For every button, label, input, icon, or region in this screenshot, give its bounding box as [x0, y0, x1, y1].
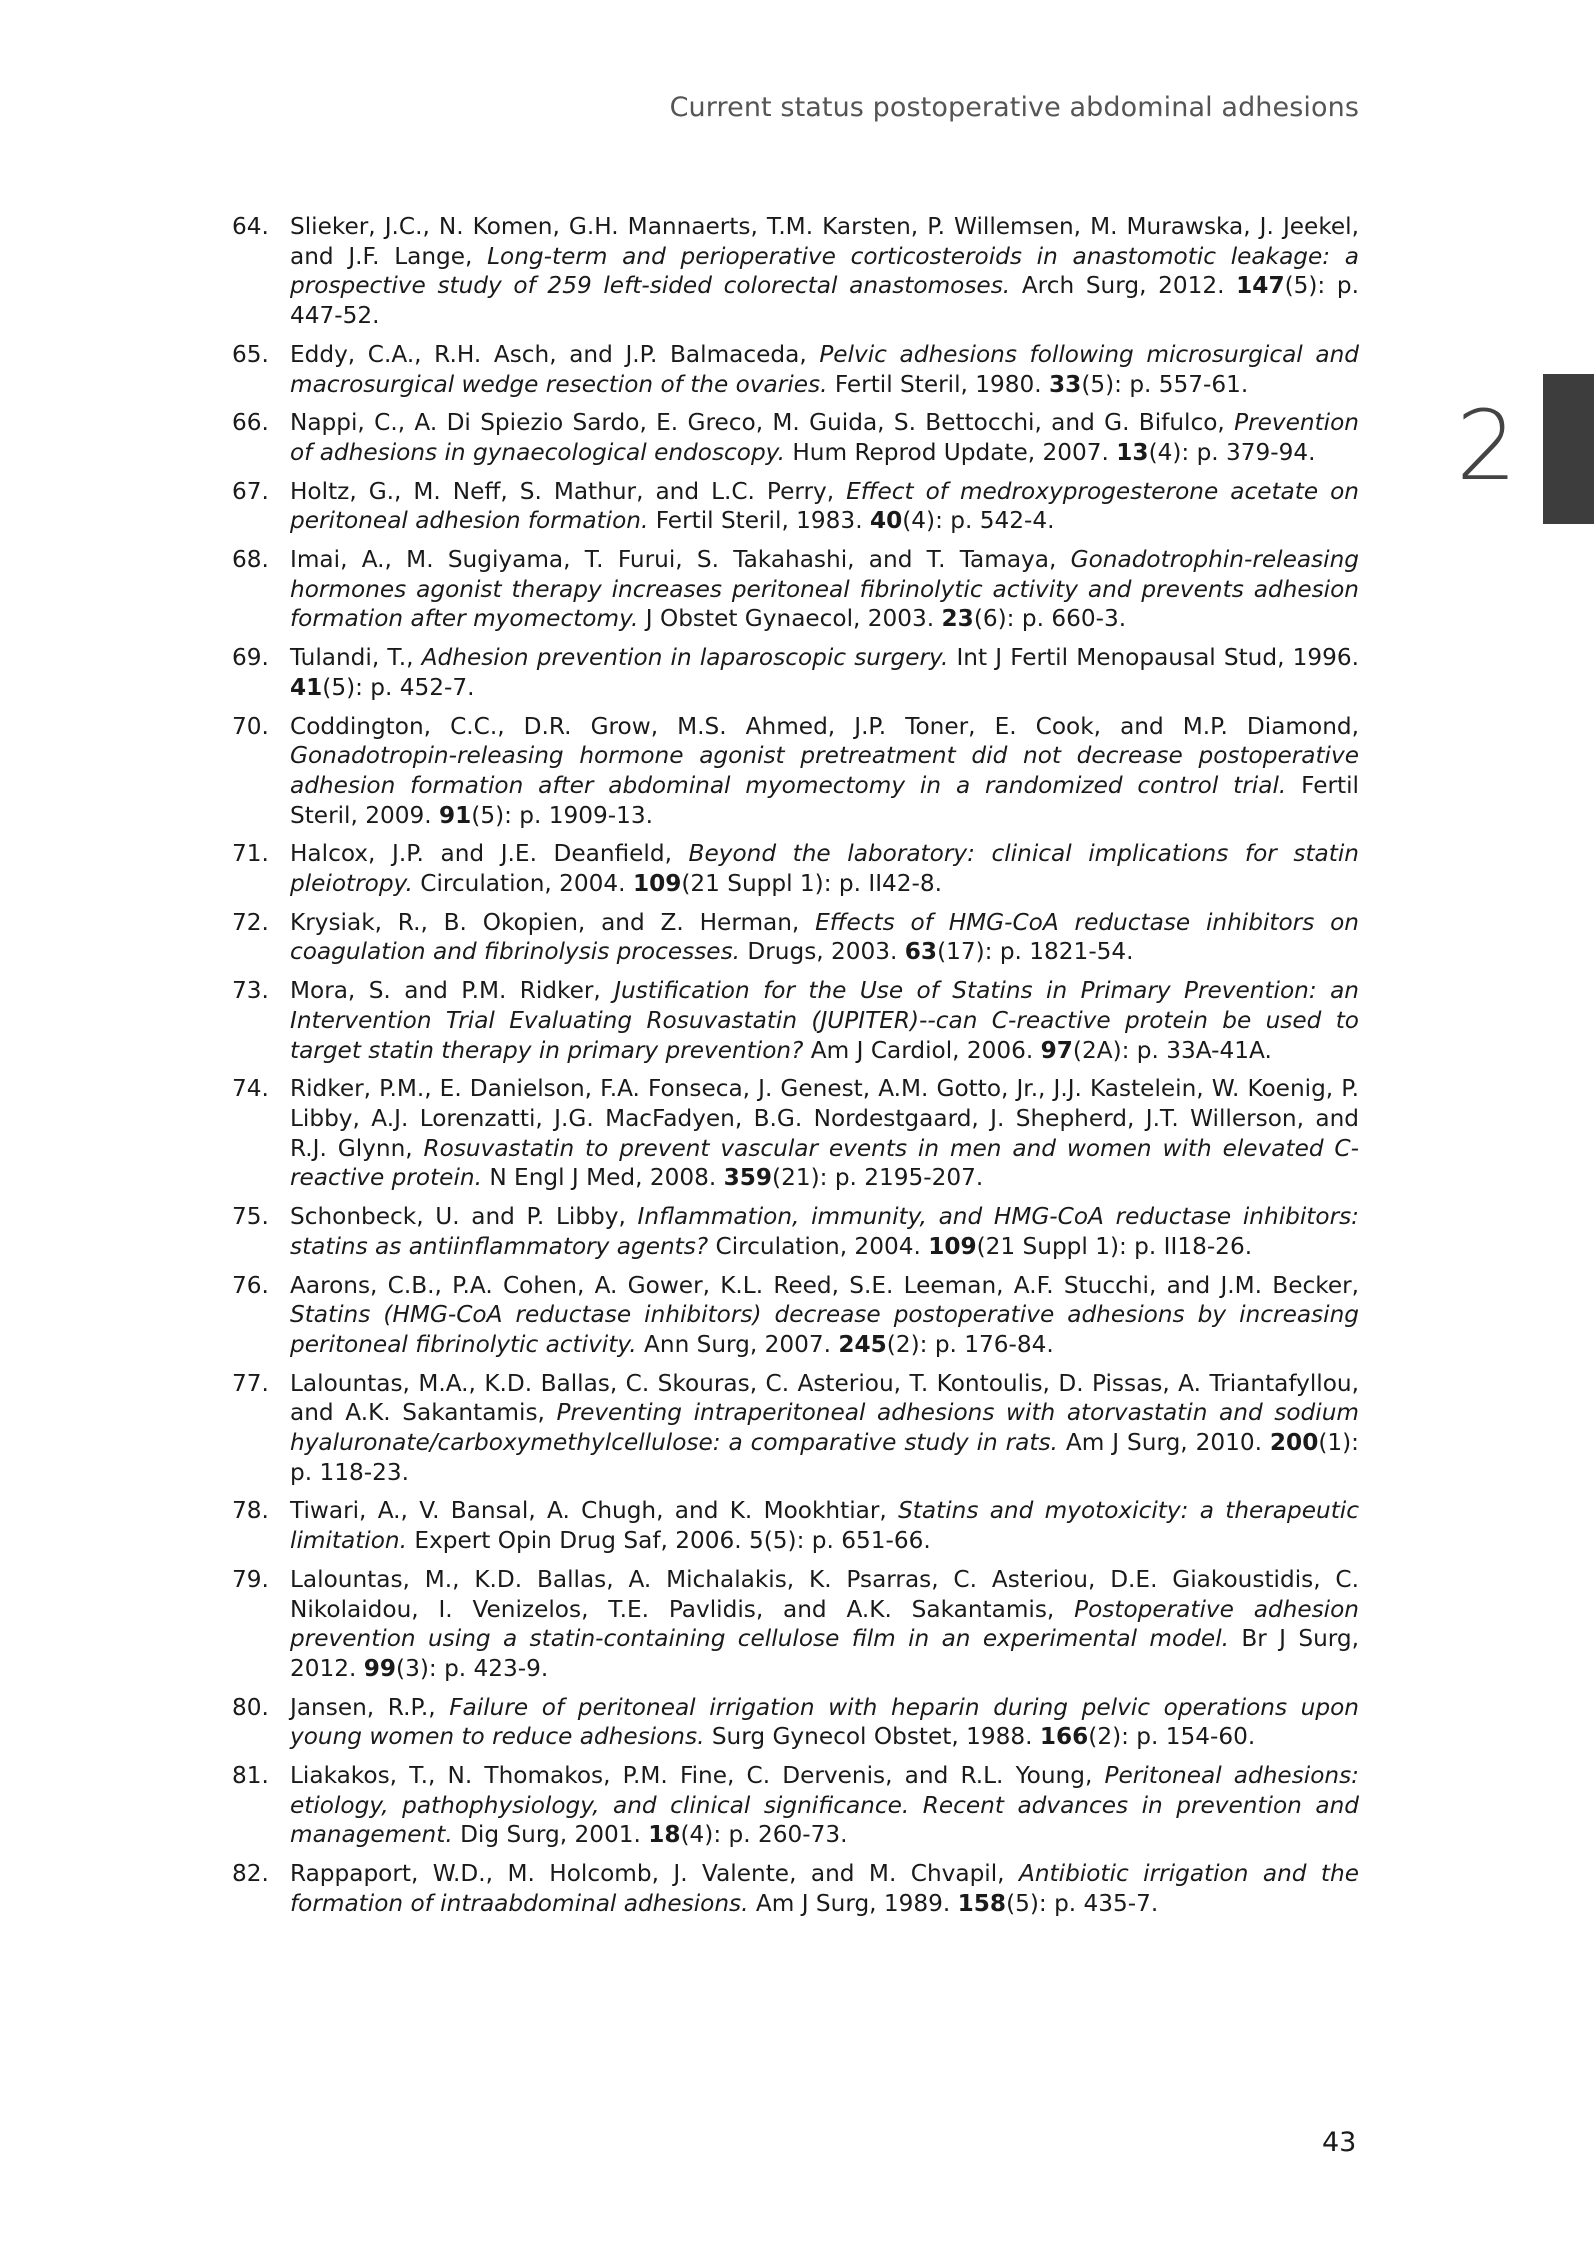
reference-pages: (5): p. 557-61. — [1081, 370, 1249, 398]
reference-pages: (3): p. 423-9. — [396, 1654, 549, 1682]
reference-source: Am J Surg, 2010. — [1057, 1429, 1270, 1457]
reference-authors: Lalountas, M.A., K.D. Ballas, C. Skouras, C. Asteriou, T. Kontoulis, D. Pissas, A. Triantafyllou, and A.K. Sakantamis, — [290, 1369, 1359, 1427]
reference-source: Circulation, 2004. — [412, 870, 633, 898]
reference-item — [232, 477, 1359, 536]
reference-number: 76. — [232, 1271, 269, 1299]
reference-volume: 18 — [648, 1821, 681, 1849]
reference-volume: 97 — [1040, 1036, 1073, 1064]
reference-text — [290, 1271, 1359, 1360]
reference-source: Br J Surg, 2012. — [290, 1625, 1359, 1682]
reference-number: 82. — [232, 1860, 269, 1888]
reference-pages: (4): p. 379-94. — [1148, 438, 1316, 466]
reference-text — [290, 545, 1359, 634]
reference-pages: (1): p. 118-23. — [290, 1429, 1359, 1486]
reference-pages: (2A): p. 33A-41A. — [1072, 1036, 1272, 1064]
reference-text — [290, 1369, 1359, 1488]
reference-item — [232, 1271, 1359, 1360]
reference-volume: 33 — [1049, 370, 1082, 398]
reference-title: Statins (HMG-CoA reductase inhibitors) decrease postoperative adhesions by increasing peritoneal fibrinolytic activity. — [290, 1301, 1359, 1358]
reference-source: J Obstet Gynaecol, 2003. — [638, 605, 942, 633]
reference-pages: (2): p. 154-60. — [1088, 1723, 1256, 1751]
reference-item — [232, 212, 1359, 331]
reference-title: Long-term and perioperative corticosteroids in anastomotic leakage: a prospective study of 259 left-sided colorectal anastomoses. — [290, 242, 1359, 300]
reference-volume: 147 — [1236, 272, 1285, 300]
reference-number: 72. — [232, 908, 269, 936]
reference-source: Fertil Steril, 1983. — [648, 507, 870, 535]
reference-source: Circulation, 2004. — [708, 1232, 929, 1260]
reference-authors: Mora, S. and P.M. Ridker, — [290, 977, 615, 1005]
reference-text — [290, 1202, 1359, 1261]
reference-item — [232, 1761, 1359, 1850]
reference-text — [290, 477, 1359, 536]
reference-item — [232, 1202, 1359, 1261]
reference-source: Surg Gynecol Obstet, 1988. — [704, 1723, 1040, 1751]
reference-pages: (5): p. 1909-13. — [471, 801, 654, 829]
reference-text — [290, 1565, 1359, 1684]
reference-title: Prevention of adhesions in gynaecological endoscopy. — [290, 409, 1359, 466]
reference-number: 66. — [232, 409, 269, 437]
reference-item — [232, 1693, 1359, 1752]
reference-title: Pelvic adhesions following microsurgical and macrosurgical wedge resection of the ovaries. — [290, 340, 1359, 398]
reference-list — [232, 212, 1359, 1928]
reference-source: Am J Surg, 1989. — [748, 1889, 958, 1917]
reference-text — [290, 839, 1359, 898]
reference-item — [232, 712, 1359, 831]
reference-pages: (2): p. 176-84. — [886, 1330, 1054, 1358]
reference-volume: 23 — [941, 605, 974, 633]
reference-authors: Tiwari, A., V. Bansal, A. Chugh, and K. Mookhtiar, — [290, 1497, 899, 1525]
reference-authors: Imai, A., M. Sugiyama, T. Furui, S. Takahashi, and T. Tamaya, — [290, 546, 1071, 574]
reference-pages: (6): p. 660-3. — [973, 605, 1127, 633]
reference-text — [290, 212, 1359, 331]
reference-title: Gonadotrophin-releasing hormones agonist therapy increases peritoneal fibrinolytic activity and prevents adhesion formation after myomectomy. — [290, 546, 1359, 633]
reference-number: 68. — [232, 546, 269, 574]
chapter-tab — [1543, 374, 1594, 524]
reference-authors: Jansen, R.P., — [290, 1693, 450, 1721]
reference-text — [290, 408, 1359, 467]
reference-source: Dig Surg, 2001. — [452, 1821, 649, 1849]
reference-text — [290, 1761, 1359, 1850]
reference-number: 77. — [232, 1369, 269, 1397]
reference-source: Fertil Steril, 1980. — [827, 370, 1050, 398]
reference-number: 80. — [232, 1693, 269, 1721]
reference-authors: Tulandi, T., — [290, 644, 422, 672]
reference-title: Adhesion prevention in laparoscopic surgery. — [421, 644, 949, 672]
reference-pages: (5): p. 435-7. — [1006, 1889, 1159, 1917]
reference-source: Drugs, 2003. — [740, 938, 905, 966]
reference-volume: 41 — [290, 673, 323, 701]
reference-text — [290, 908, 1359, 967]
reference-pages: (17): p. 1821-54. — [937, 938, 1134, 966]
reference-text — [290, 643, 1359, 702]
reference-authors: Rappaport, W.D., M. Holcomb, J. Valente, and M. Chvapil, — [290, 1860, 1019, 1888]
reference-title: Gonadotropin-releasing hormone agonist pretreatment did not decrease postoperative adhesion formation after abdominal myomectomy in a randomized control trial. — [290, 742, 1359, 799]
reference-authors: Coddington, C.C., D.R. Grow, M.S. Ahmed, J.P. Toner, E. Cook, and M.P. Diamond, — [290, 712, 1359, 740]
reference-item — [232, 1565, 1359, 1684]
reference-title: Beyond the laboratory: clinical implications for statin pleiotropy. — [290, 840, 1359, 898]
reference-source: Ann Surg, 2007. — [636, 1330, 839, 1358]
reference-number: 79. — [232, 1565, 269, 1593]
reference-item — [232, 908, 1359, 967]
reference-source: Arch Surg, 2012. — [1010, 272, 1237, 300]
reference-number: 64. — [232, 213, 269, 240]
reference-pages: (4): p. 260-73. — [680, 1821, 848, 1849]
reference-title: Failure of peritoneal irrigation with heparin during pelvic operations upon young women to reduce adhesions. — [290, 1693, 1359, 1751]
reference-source: N Engl J Med, 2008. — [481, 1164, 724, 1192]
reference-number: 73. — [232, 977, 269, 1005]
reference-volume: 200 — [1269, 1429, 1319, 1457]
reference-title: Effects of HMG-CoA reductase inhibitors on coagulation and fibrinolysis processes. — [290, 908, 1359, 966]
reference-volume: 13 — [1116, 438, 1149, 466]
reference-pages: 5(5): p. 651-66. — [748, 1527, 931, 1555]
reference-number: 67. — [232, 477, 269, 505]
reference-item — [232, 839, 1359, 898]
reference-title: Effect of medroxyprogesterone acetate on peritoneal adhesion formation. — [290, 477, 1359, 535]
running-header: Current status postoperative abdominal adhesions — [669, 92, 1359, 123]
reference-number: 71. — [232, 840, 269, 868]
reference-text — [290, 1859, 1359, 1918]
reference-text — [290, 1074, 1359, 1193]
reference-title: Justification for the Use of Statins in Primary Prevention: an Intervention Trial Evaluating Rosuvastatin (JUPITER)--can C-reactive protein be used to target statin therapy in primary prevention? — [290, 977, 1359, 1064]
reference-text — [290, 1496, 1359, 1555]
reference-number: 74. — [232, 1075, 269, 1103]
reference-authors: Schonbeck, U. and P. Libby, — [290, 1203, 638, 1231]
reference-volume: 109 — [928, 1232, 977, 1260]
reference-title: Statins and myotoxicity: a therapeutic limitation. — [290, 1497, 1359, 1555]
page-number: 43 — [1322, 2127, 1357, 2158]
reference-title: Preventing intraperitoneal adhesions with atorvastatin and sodium hyaluronate/carboxymethylcellulose: a comparative study in rats. — [290, 1399, 1359, 1457]
reference-title: Peritoneal adhesions: etiology, pathophysiology, and clinical significance. Recent advances in prevention and management. — [290, 1762, 1359, 1849]
reference-volume: 166 — [1039, 1723, 1089, 1751]
reference-pages: (5): p. 447-52. — [290, 272, 1359, 330]
reference-volume: 91 — [439, 801, 472, 829]
reference-pages: (21 Suppl 1): p. II18-26. — [976, 1232, 1253, 1260]
reference-item — [232, 976, 1359, 1065]
reference-authors: Holtz, G., M. Neff, S. Mathur, and L.C. Perry, — [290, 477, 847, 505]
reference-item — [232, 643, 1359, 702]
reference-item — [232, 1496, 1359, 1555]
reference-item — [232, 408, 1359, 467]
reference-authors: Eddy, C.A., R.H. Asch, and J.P. Balmaceda, — [290, 340, 820, 368]
reference-source: Hum Reprod Update, 2007. — [784, 438, 1117, 466]
reference-title: Antibiotic irrigation and the formation of intraabdominal adhesions. — [290, 1860, 1359, 1917]
reference-title: Inflammation, immunity, and HMG-CoA reductase inhibitors: statins as antiinflammatory agents? — [290, 1203, 1359, 1260]
reference-title: Postoperative adhesion prevention using a statin-containing cellulose film in an experimental model. — [290, 1595, 1359, 1653]
reference-volume: 245 — [838, 1330, 887, 1358]
reference-authors: Slieker, J.C., N. Komen, G.H. Mannaerts, T.M. Karsten, P. Willemsen, M. Murawska, J. Jeekel, and J.F. Lange, — [290, 213, 1359, 270]
reference-volume: 63 — [904, 938, 938, 966]
reference-authors: Halcox, J.P. and J.E. Deanfield, — [290, 840, 689, 868]
reference-source: Int J Fertil Menopausal Stud, 1996. — [948, 644, 1359, 672]
reference-authors: Krysiak, R., B. Okopien, and Z. Herman, — [290, 908, 816, 936]
reference-text — [290, 976, 1359, 1065]
reference-number: 65. — [232, 340, 269, 368]
reference-volume: 359 — [723, 1164, 773, 1192]
reference-pages: (21): p. 2195-207. — [772, 1164, 984, 1192]
reference-text — [290, 340, 1359, 399]
reference-pages: (21 Suppl 1): p. II42-8. — [681, 870, 943, 898]
reference-item — [232, 545, 1359, 634]
reference-source: Am J Cardiol, 2006. — [803, 1036, 1041, 1064]
reference-volume: 40 — [869, 507, 903, 535]
reference-pages: (4): p. 542-4. — [902, 507, 1055, 535]
reference-text — [290, 712, 1359, 831]
reference-text — [290, 1693, 1359, 1752]
reference-authors: Ridker, P.M., E. Danielson, F.A. Fonseca, J. Genest, A.M. Gotto, Jr., J.J. Kastelein, W. Koenig, P. Libby, A.J. Lorenzatti, J.G. MacFadyen, B.G. Nordestgaard, J. Shepherd, J.T. Willerson, and R.J. Glynn, — [290, 1075, 1359, 1162]
chapter-number: 2 — [1456, 390, 1518, 502]
reference-authors: Lalountas, M., K.D. Ballas, A. Michalakis, K. Psarras, C. Asteriou, D.E. Giakoustidis, C. Nikolaidou, I. Venizelos, T.E. Pavlidis, and A.K. Sakantamis, — [290, 1565, 1359, 1623]
reference-number: 75. — [232, 1203, 269, 1231]
reference-source: Fertil Steril, 2009. — [290, 771, 1360, 829]
reference-number: 78. — [232, 1497, 269, 1525]
reference-number: 69. — [232, 644, 269, 672]
reference-pages: (5): p. 452-7. — [322, 673, 475, 701]
reference-authors: Aarons, C.B., P.A. Cohen, A. Gower, K.L. Reed, S.E. Leeman, A.F. Stucchi, and J.M. Becker, — [290, 1271, 1359, 1299]
reference-item — [232, 1369, 1359, 1488]
reference-volume: 158 — [957, 1889, 1007, 1917]
reference-source: Expert Opin Drug Saf, 2006. — [407, 1527, 749, 1555]
reference-volume: 99 — [363, 1654, 397, 1682]
reference-item — [232, 1074, 1359, 1193]
reference-number: 70. — [232, 712, 269, 740]
reference-volume: 109 — [632, 870, 682, 898]
reference-authors: Nappi, C., A. Di Spiezio Sardo, E. Greco, M. Guida, S. Bettocchi, and G. Bifulco, — [290, 409, 1235, 437]
reference-item — [232, 340, 1359, 399]
reference-title: Rosuvastatin to prevent vascular events in men and women with elevated C-reactive protein. — [290, 1134, 1359, 1192]
reference-authors: Liakakos, T., N. Thomakos, P.M. Fine, C. Dervenis, and R.L. Young, — [290, 1762, 1105, 1790]
reference-item — [232, 1859, 1359, 1918]
reference-number: 81. — [232, 1762, 269, 1790]
